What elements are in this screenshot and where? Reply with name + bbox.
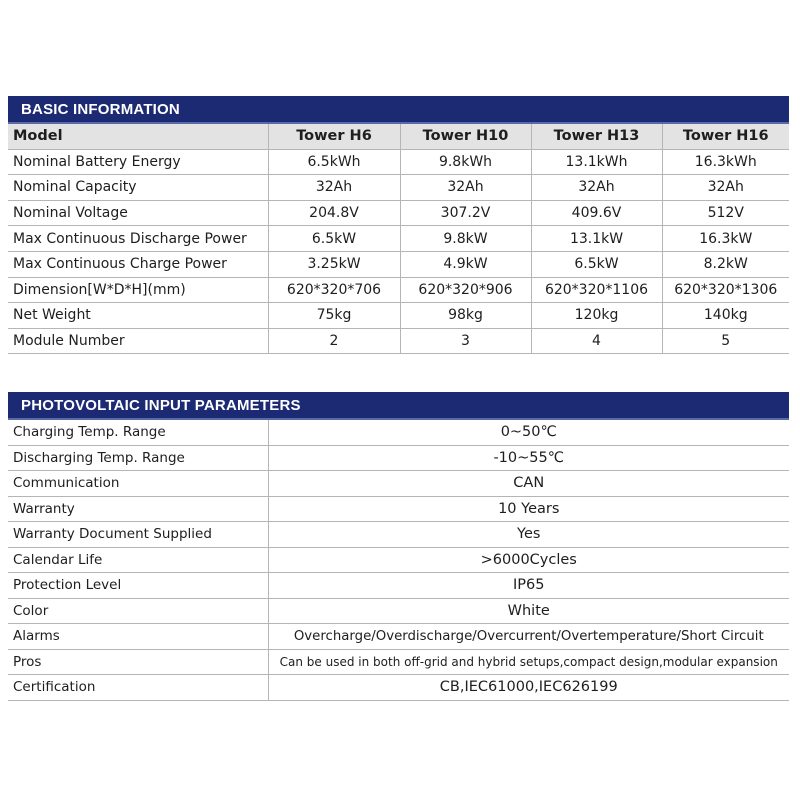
- row-label: Dimension[W*D*H](mm): [8, 277, 268, 303]
- cell-value: White: [268, 598, 789, 624]
- row-label: Discharging Temp. Range: [8, 445, 268, 471]
- row-label: Max Continuous Discharge Power: [8, 226, 268, 252]
- table-row: [8, 624, 789, 650]
- cell-value: 204.8V: [268, 200, 400, 226]
- cell-value: 620*320*906: [400, 277, 531, 303]
- column-header-model: Tower H16: [662, 124, 789, 149]
- cell-value: 620*320*1106: [531, 277, 662, 303]
- row-label: Nominal Voltage: [8, 200, 268, 226]
- cell-value: 120kg: [531, 303, 662, 329]
- cell-value: Yes: [268, 522, 789, 548]
- cell-value: 9.8kW: [400, 226, 531, 252]
- row-label: Nominal Capacity: [8, 175, 268, 201]
- table-row: [8, 496, 789, 522]
- table-row: [8, 573, 789, 599]
- table-row: [8, 328, 789, 354]
- cell-value: 140kg: [662, 303, 789, 329]
- row-label: Module Number: [8, 328, 268, 354]
- cell-value: Overcharge/Overdischarge/Overcurrent/Overtemperature/Short Circuit: [268, 624, 789, 650]
- cell-value: Can be used in both off-grid and hybrid setups,compact design,modular expansion: [268, 649, 789, 675]
- cell-value: 3: [400, 328, 531, 354]
- cell-value: CB,IEC61000,IEC626199: [268, 675, 789, 701]
- table-row: [8, 226, 789, 252]
- cell-value: -10~55℃: [268, 445, 789, 471]
- basic-information-section: [8, 96, 789, 354]
- row-label: Communication: [8, 471, 268, 497]
- photovoltaic-input-header: PHOTOVOLTAIC INPUT PARAMETERS: [8, 392, 789, 420]
- cell-value: 16.3kWh: [662, 149, 789, 175]
- table-row: [8, 471, 789, 497]
- cell-value: 409.6V: [531, 200, 662, 226]
- cell-value: 0~50℃: [268, 420, 789, 445]
- row-label: Warranty Document Supplied: [8, 522, 268, 548]
- cell-value: IP65: [268, 573, 789, 599]
- row-label: Pros: [8, 649, 268, 675]
- table-row: [8, 445, 789, 471]
- cell-value: 6.5kW: [531, 251, 662, 277]
- table-row: [8, 522, 789, 548]
- table-row: [8, 420, 789, 445]
- cell-value: >6000Cycles: [268, 547, 789, 573]
- cell-value: 10 Years: [268, 496, 789, 522]
- column-header-model: Tower H10: [400, 124, 531, 149]
- column-header-model: Tower H6: [268, 124, 400, 149]
- row-label: Max Continuous Charge Power: [8, 251, 268, 277]
- row-label: Nominal Battery Energy: [8, 149, 268, 175]
- cell-value: 13.1kWh: [531, 149, 662, 175]
- column-header-model: Tower H13: [531, 124, 662, 149]
- cell-value: 75kg: [268, 303, 400, 329]
- cell-value: 13.1kW: [531, 226, 662, 252]
- table-row: [8, 175, 789, 201]
- basic-information-header: BASIC INFORMATION: [8, 96, 789, 124]
- cell-value: 4.9kW: [400, 251, 531, 277]
- row-label: Net Weight: [8, 303, 268, 329]
- table-row: [8, 303, 789, 329]
- cell-value: 32Ah: [400, 175, 531, 201]
- table-row: [8, 675, 789, 701]
- basic-information-table: [8, 124, 789, 354]
- cell-value: 32Ah: [662, 175, 789, 201]
- cell-value: 4: [531, 328, 662, 354]
- photovoltaic-input-section: [8, 392, 789, 701]
- row-label: Charging Temp. Range: [8, 420, 268, 445]
- table-row: [8, 598, 789, 624]
- cell-value: 8.2kW: [662, 251, 789, 277]
- cell-value: CAN: [268, 471, 789, 497]
- cell-value: 32Ah: [268, 175, 400, 201]
- row-label: Calendar Life: [8, 547, 268, 573]
- cell-value: 3.25kW: [268, 251, 400, 277]
- column-header-label: Model: [8, 124, 268, 149]
- table-row: [8, 649, 789, 675]
- row-label: Color: [8, 598, 268, 624]
- cell-value: 2: [268, 328, 400, 354]
- row-label: Protection Level: [8, 573, 268, 599]
- row-label: Warranty: [8, 496, 268, 522]
- table-row: [8, 200, 789, 226]
- table-row: [8, 149, 789, 175]
- cell-value: 307.2V: [400, 200, 531, 226]
- cell-value: 6.5kWh: [268, 149, 400, 175]
- cell-value: 5: [662, 328, 789, 354]
- table-row: [8, 251, 789, 277]
- cell-value: 6.5kW: [268, 226, 400, 252]
- cell-value: 98kg: [400, 303, 531, 329]
- row-label: Certification: [8, 675, 268, 701]
- cell-value: 620*320*1306: [662, 277, 789, 303]
- photovoltaic-input-table: [8, 420, 789, 701]
- table-row: [8, 547, 789, 573]
- cell-value: 16.3kW: [662, 226, 789, 252]
- row-label: Alarms: [8, 624, 268, 650]
- table-header-row: [8, 124, 789, 149]
- cell-value: 620*320*706: [268, 277, 400, 303]
- cell-value: 32Ah: [531, 175, 662, 201]
- cell-value: 9.8kWh: [400, 149, 531, 175]
- table-row: [8, 277, 789, 303]
- cell-value: 512V: [662, 200, 789, 226]
